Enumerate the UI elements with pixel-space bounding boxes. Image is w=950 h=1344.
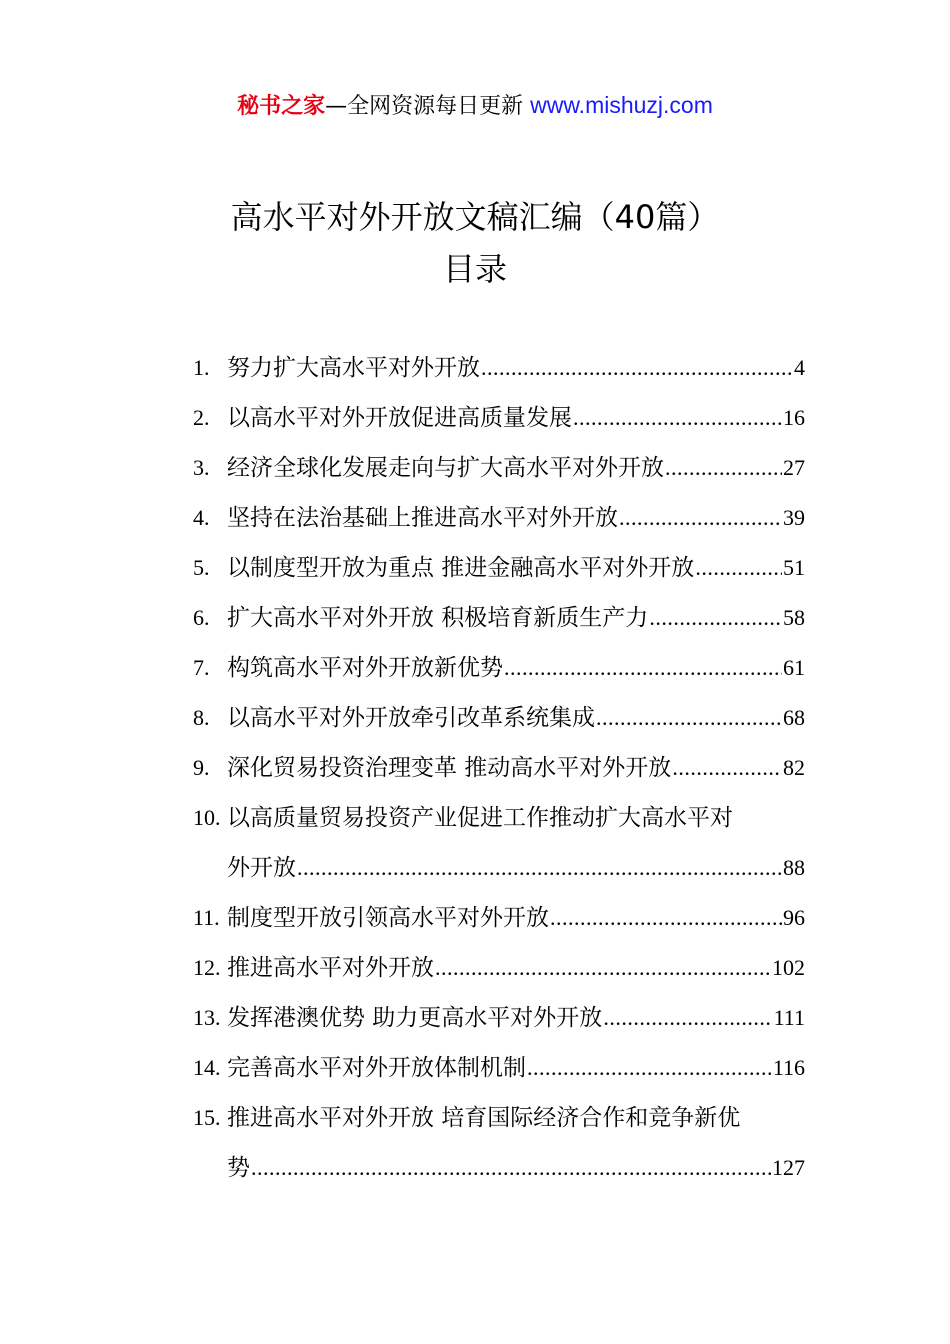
toc-leader-dots (603, 993, 772, 1043)
toc-entry-page: 16 (783, 405, 805, 430)
site-slogan: —全网资源每日更新 (325, 94, 524, 119)
toc-entry-number: 15. (193, 1105, 221, 1130)
toc-entry-number: 3. (193, 455, 210, 480)
toc-entry-title-line1: 推进高水平对外开放 培育国际经济合作和竞争新优 (227, 1105, 741, 1131)
toc-entry-title: 深化贸易投资治理变革 推动高水平对外开放 (227, 755, 672, 781)
toc-entry-first-line[interactable] (193, 1093, 805, 1143)
toc-entry-number: 10. (193, 805, 221, 830)
toc-entry-number: 9. (193, 755, 210, 780)
toc-leader-dots (672, 743, 782, 793)
toc-entry-page: 4 (794, 355, 805, 380)
toc-entry-number: 8. (193, 705, 210, 730)
toc-entry-title: 制度型开放引领高水平对外开放 (227, 905, 549, 931)
site-url-link[interactable]: www.mishuzj.com (530, 92, 713, 118)
toc-entry-title: 势 (227, 1155, 250, 1181)
toc-entry[interactable] (193, 993, 805, 1043)
toc-entry[interactable] (193, 643, 805, 693)
toc-entry-page: 88 (783, 855, 805, 880)
toc-entry[interactable] (193, 1043, 805, 1093)
toc-leader-dots (695, 543, 782, 593)
toc-entry-number: 2. (193, 405, 210, 430)
table-of-contents (193, 343, 805, 1193)
toc-entry[interactable] (193, 593, 805, 643)
toc-entry-number: 12. (193, 955, 221, 980)
toc-entry-number: 4. (193, 505, 210, 530)
toc-entry[interactable] (193, 893, 805, 943)
site-brand: 秘书之家 (237, 94, 326, 119)
toc-entry-page: 111 (773, 1005, 805, 1030)
toc-leader-dots (527, 1043, 772, 1093)
toc-entry-number: 1. (193, 355, 210, 380)
toc-entry-title: 外开放 (227, 855, 296, 881)
toc-entry-title: 努力扩大高水平对外开放 (227, 355, 480, 381)
toc-leader-dots (297, 843, 782, 893)
toc-leader-dots (596, 693, 782, 743)
toc-entry[interactable] (193, 443, 805, 493)
toc-entry-title: 以高水平对外开放牵引改革系统集成 (227, 705, 595, 731)
toc-entry[interactable] (193, 693, 805, 743)
toc-entry-number: 11. (193, 905, 220, 930)
toc-entry-title: 完善高水平对外开放体制机制 (227, 1055, 526, 1081)
toc-leader-dots (481, 343, 793, 393)
toc-entry-title: 以制度型开放为重点 推进金融高水平对外开放 (227, 555, 695, 581)
toc-entry[interactable] (193, 543, 805, 593)
toc-entry-title: 坚持在法治基础上推进高水平对外开放 (227, 505, 618, 531)
toc-entry[interactable] (193, 843, 805, 893)
toc-entry-page: 51 (783, 555, 805, 580)
toc-entry[interactable] (193, 1143, 805, 1193)
toc-leader-dots (649, 593, 782, 643)
toc-entry-title: 以高水平对外开放促进高质量发展 (227, 405, 572, 431)
toc-entry-page: 27 (783, 455, 805, 480)
toc-leader-dots (435, 943, 771, 993)
toc-entry-page: 68 (783, 705, 805, 730)
toc-leader-dots (665, 443, 782, 493)
toc-entry[interactable] (193, 943, 805, 993)
toc-leader-dots (550, 893, 782, 943)
toc-entry-page: 127 (772, 1155, 805, 1180)
toc-entry-number: 5. (193, 555, 210, 580)
toc-entry-first-line[interactable] (193, 793, 805, 843)
toc-entry-page: 58 (783, 605, 805, 630)
toc-entry-page: 39 (783, 505, 805, 530)
toc-leader-dots (504, 643, 782, 693)
toc-entry-title: 构筑高水平对外开放新优势 (227, 655, 503, 681)
toc-entry[interactable] (193, 393, 805, 443)
toc-entry[interactable] (193, 493, 805, 543)
toc-entry-number: 6. (193, 605, 210, 630)
toc-entry-title: 推进高水平对外开放 (227, 955, 434, 981)
document-title: 高水平对外开放文稿汇编（40篇） (230, 198, 720, 236)
toc-entry-page: 116 (772, 1055, 805, 1080)
document-subtitle: 目录 (442, 250, 507, 288)
toc-entry-number: 13. (193, 1005, 221, 1030)
toc-entry-page: 61 (783, 655, 805, 680)
toc-leader-dots (619, 493, 782, 543)
toc-entry-number: 7. (193, 655, 210, 680)
toc-entry-title-line1: 以高质量贸易投资产业促进工作推动扩大高水平对 (227, 805, 733, 831)
toc-entry-title: 发挥港澳优势 助力更高水平对外开放 (227, 1005, 603, 1031)
toc-entry-page: 82 (783, 755, 805, 780)
toc-entry-page: 96 (783, 905, 805, 930)
toc-entry-number: 14. (193, 1055, 221, 1080)
site-header (0, 88, 950, 124)
toc-entry-title: 经济全球化发展走向与扩大高水平对外开放 (227, 455, 664, 481)
toc-entry[interactable] (193, 743, 805, 793)
toc-leader-dots (573, 393, 782, 443)
toc-entry-title: 扩大高水平对外开放 积极培育新质生产力 (227, 605, 649, 631)
toc-leader-dots (251, 1143, 771, 1193)
toc-entry[interactable] (193, 343, 805, 393)
toc-entry-page: 102 (772, 955, 805, 980)
